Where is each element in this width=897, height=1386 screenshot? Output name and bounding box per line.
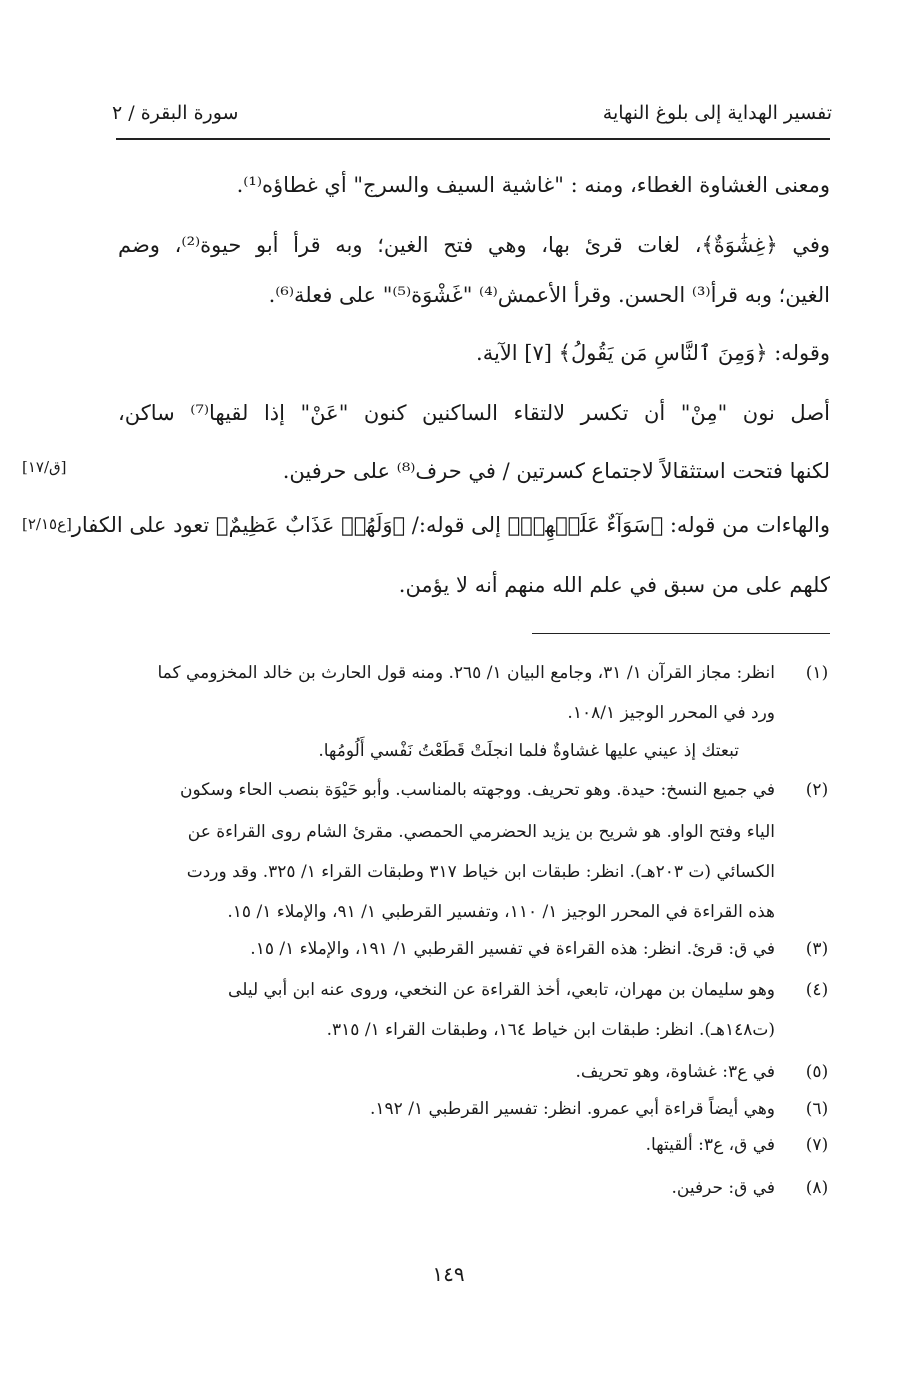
header-rule bbox=[116, 138, 830, 140]
page-number: ١٤٩ bbox=[432, 1262, 465, 1286]
footnote-text: في ق: حرفين. bbox=[671, 1178, 775, 1198]
footnote-text: (ت١٤٨هـ). انظر: طبقات ابن خياط ١٦٤، وطبقات القراء ١/ ٣١٥. bbox=[326, 1020, 775, 1040]
text-line: وفي ﴿غِشَٰوَةٌ﴾، لغات قرئ بها، وهي فتح الغين؛ وبه قرأ أبو حيوة⁽²⁾، وضم bbox=[118, 233, 830, 257]
footnote-text: في جميع النسخ: حيدة. وهو تحريف. ووجهته بالمناسب. وأبو حَيْوَة بنصب الحاء وسكون bbox=[179, 780, 775, 800]
footnote-text: وهو سليمان بن مهران، تابعي، أخذ القراءة عن النخعي، وروى عنه ابن أبي ليلى bbox=[228, 980, 775, 1000]
footnote-verse: تبعتك إذ عيني عليها غشاوةٌ فلما انجلَتْ قَطَعْتُ نَفْسي أَلُومُها. bbox=[318, 741, 739, 761]
footnote-number: (٥) bbox=[805, 1062, 829, 1082]
footnote-number: (٤) bbox=[805, 980, 829, 1000]
footnote-text: وهي أيضاً قراءة أبي عمرو. انظر: تفسير القرطبي ١/ ١٩٢. bbox=[370, 1099, 775, 1119]
text-line: لكنها فتحت استثقالاً لاجتماع كسرتين / في حرف⁽⁸⁾ على حرفين. bbox=[282, 459, 830, 483]
text-line: ومعنى الغشاوة الغطاء، ومنه : "غاشية السيف والسرج" أي غطاؤه⁽¹⁾. bbox=[236, 173, 830, 197]
footnote-number: (٣) bbox=[805, 939, 829, 959]
running-header bbox=[112, 96, 832, 130]
footnote-text: في ق، ع٣: ألقيتها. bbox=[645, 1135, 775, 1155]
footnote-text: الياء وفتح الواو. هو شريح بن يزيد الحضرمي الحمصي. مقرئ الشام روى القراءة عن bbox=[187, 822, 775, 842]
book-title: تفسير الهداية إلى بلوغ النهاية bbox=[602, 102, 832, 124]
manuscript-folio-ref: [ق/١٧] bbox=[22, 458, 67, 476]
sura-label: سورة البقرة / ٢ bbox=[112, 102, 239, 124]
footnote-text: في ع٣: غشاوة، وهو تحريف. bbox=[575, 1062, 775, 1082]
text-line: الغين؛ وبه قرأ⁽³⁾ الحسن. وقرأ الأعمش⁽⁴⁾ "غَشْوَة⁽⁵⁾" على فعلة⁽⁶⁾. bbox=[268, 283, 830, 307]
footnote-number: (٢) bbox=[805, 780, 829, 800]
footnote-number: (٧) bbox=[805, 1135, 829, 1155]
footnote-separator bbox=[532, 633, 830, 634]
footnote-text: ورد في المحرر الوجيز ١٠٨/١. bbox=[567, 703, 775, 723]
footnote-text: انظر: مجاز القرآن ١/ ٣١، وجامع البيان ١/ ٢٦٥. ومنه قول الحارث بن خالد المخزومي كما bbox=[157, 663, 775, 683]
text-line: كلهم على من سبق في علم الله منهم أنه لا يؤمن. bbox=[398, 573, 830, 597]
footnote-text: هذه القراءة في المحرر الوجيز ١/ ١١٠، وتفسير القرطبي ١/ ٩١، والإملاء ١/ ١٥. bbox=[227, 902, 775, 922]
footnote-text: في ق: قرئ. انظر: هذه القراءة في تفسير القرطبي ١/ ١٩١، والإملاء ١/ ١٥. bbox=[250, 939, 775, 959]
text-line: والهاءات من قوله: ﴿سَوَآءٌ عَلَيۡهِمۡ﴾ إلى قوله:/ ﴿وَلَهُمۡ عَذَابٌ عَظِيمٌ﴾ تعود على الكفار bbox=[71, 513, 830, 537]
footnote-number: (٨) bbox=[805, 1178, 829, 1198]
text-line: أصل نون "مِنْ" أن تكسر لالتقاء الساكنين كنون "عَنْ" إذا لقيها⁽⁷⁾ ساكن، bbox=[118, 401, 830, 425]
text-line: وقوله: ﴿وَمِنَ ٱلنَّاسِ مَن يَقُولُ﴾ [٧] الآية. bbox=[476, 341, 830, 365]
footnote-number: (١) bbox=[805, 663, 829, 683]
manuscript-folio-ref: [ع٢/١٥] bbox=[22, 515, 72, 533]
footnote-text: الكسائي (ت ٢٠٣هـ). انظر: طبقات ابن خياط ٣١٧ وطبقات القراء ١/ ٣٢٥. وقد وردت bbox=[186, 862, 775, 882]
footnote-number: (٦) bbox=[805, 1099, 829, 1119]
